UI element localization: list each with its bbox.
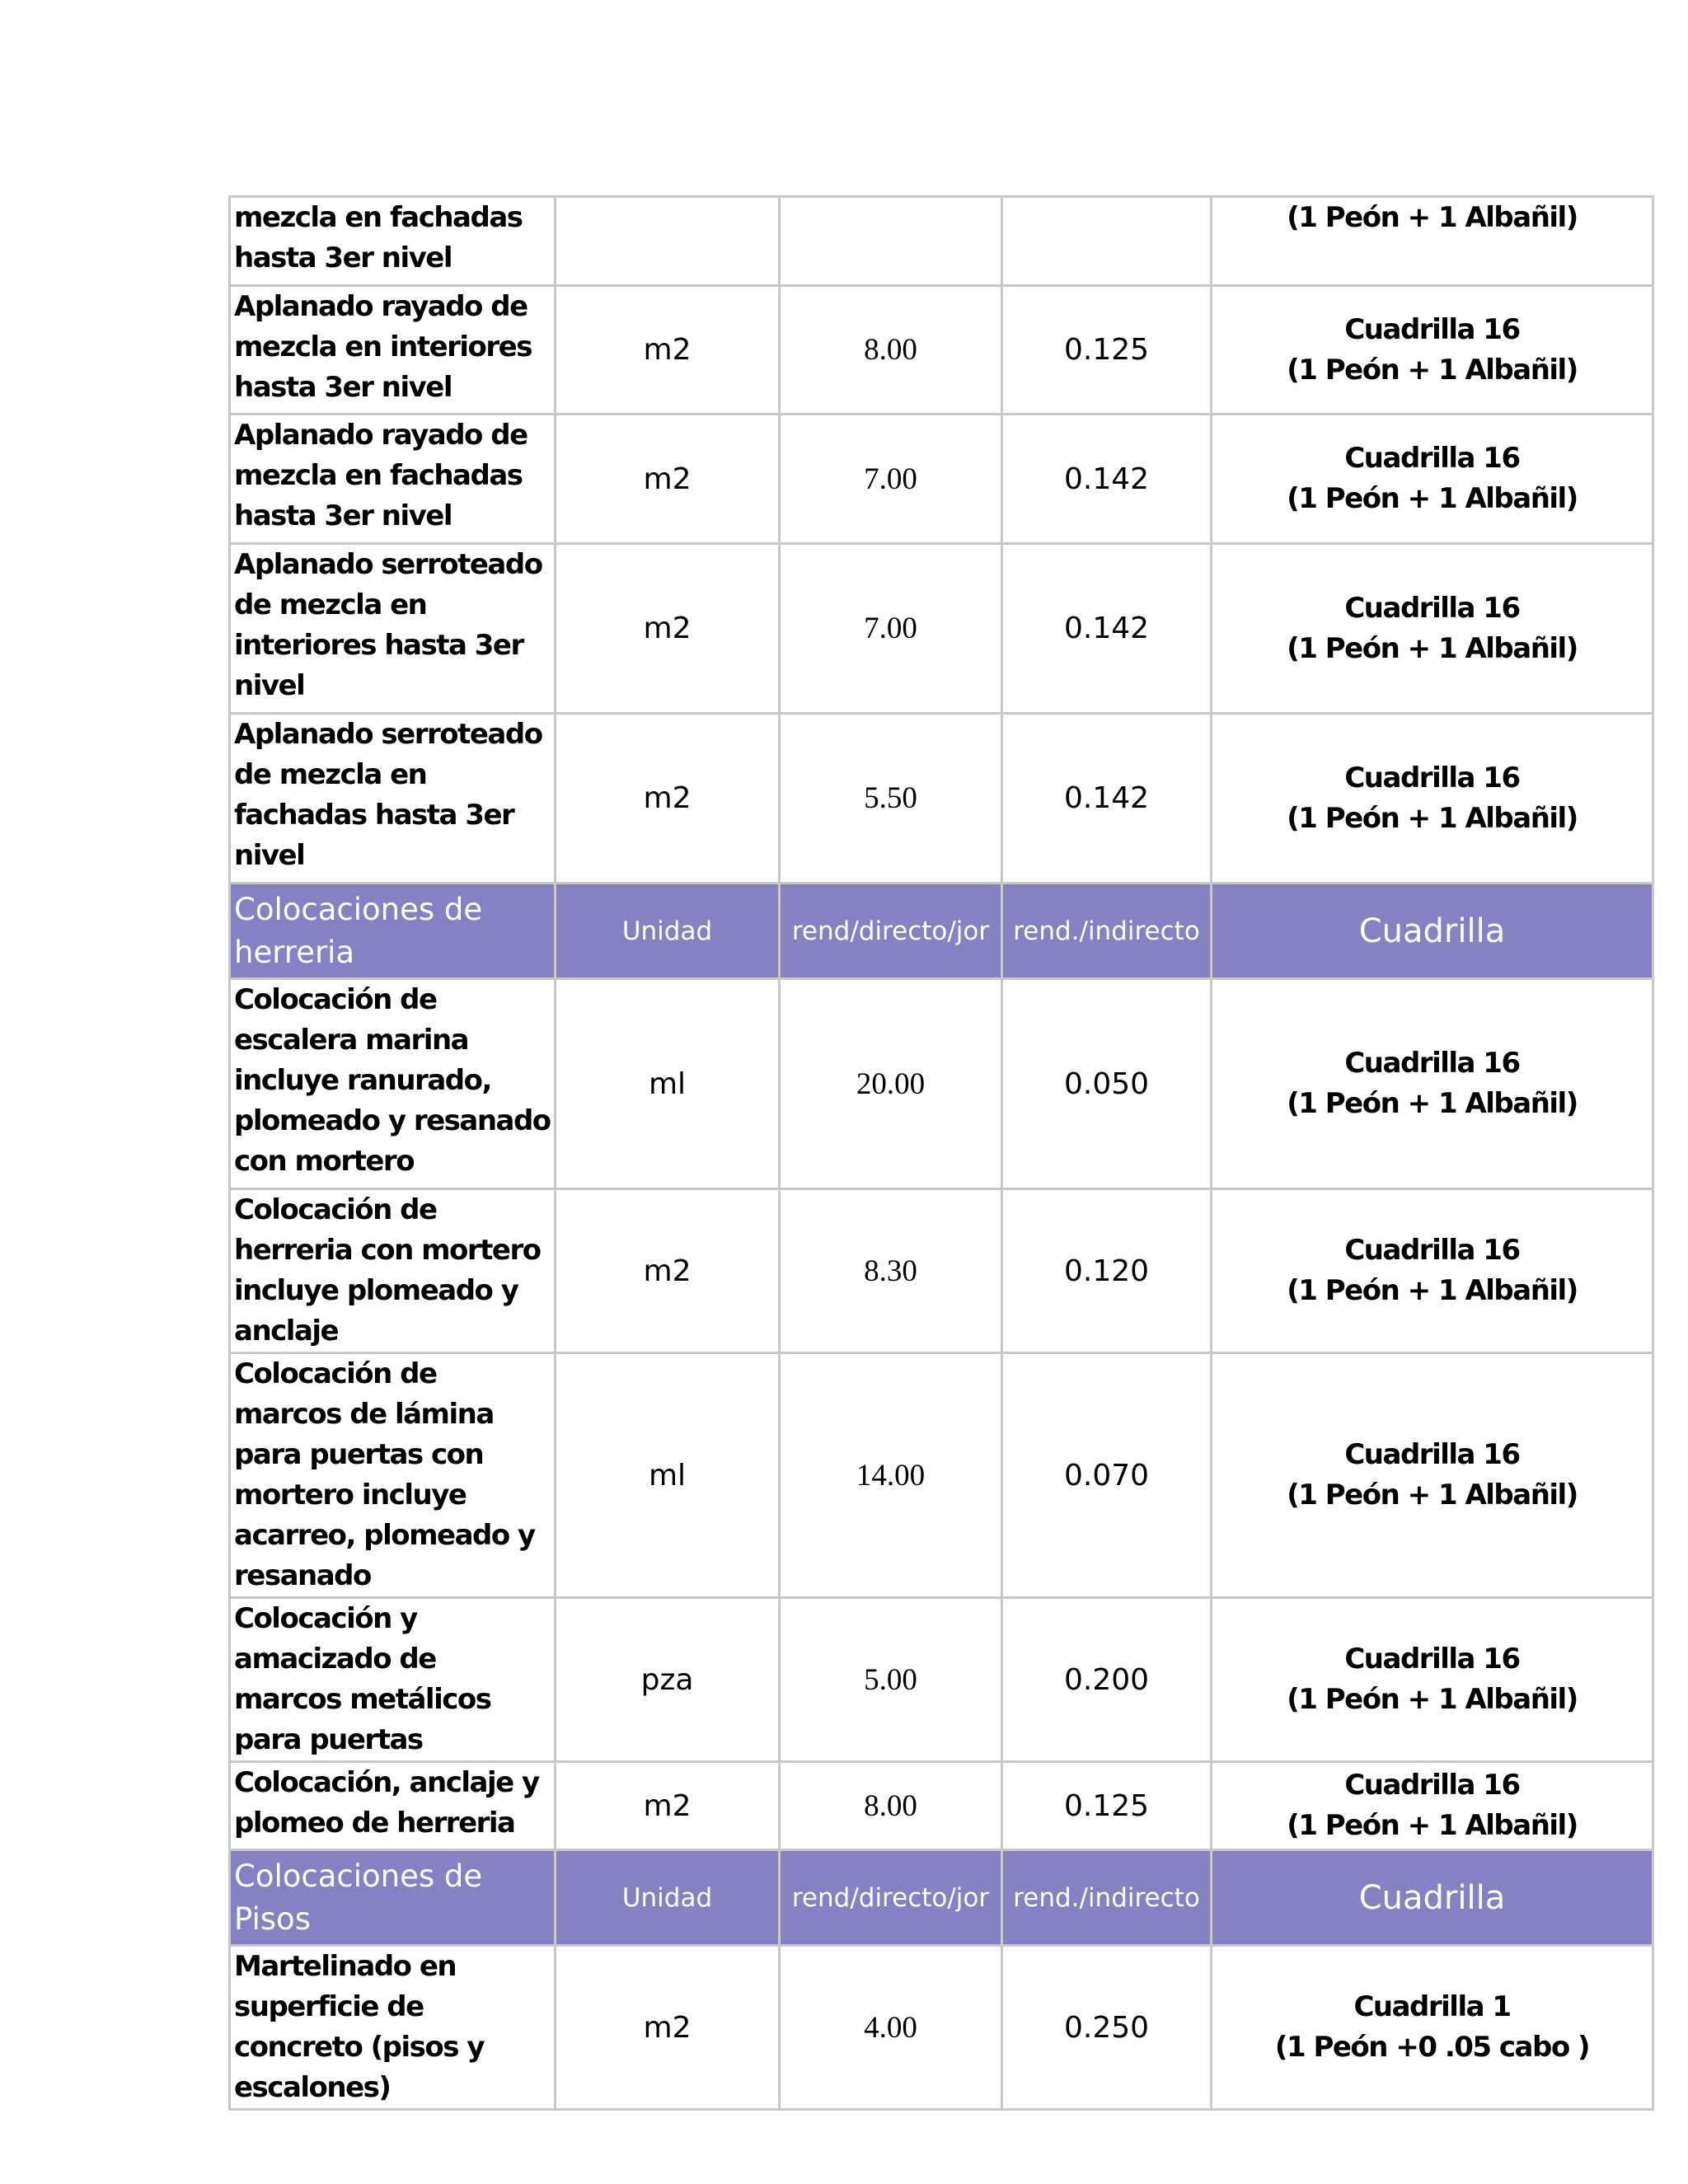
header-crew: Cuadrilla xyxy=(1212,883,1653,979)
direct-yield-cell: 8.30 xyxy=(780,1189,1002,1353)
header-unit: Unidad xyxy=(556,1850,780,1946)
crew-cell xyxy=(1212,1598,1653,1762)
description-cell: Martelinado en superficie de concreto (pisos y escalones) xyxy=(230,1946,556,2110)
unit-cell: m2 xyxy=(556,1762,780,1850)
description-cell: Aplanado serroteado de mezcla en fachadas hasta 3er nivel xyxy=(230,714,556,883)
description-cell: Colocación y amacizado de marcos metálicos para puertas xyxy=(230,1598,556,1762)
unit-cell: ml xyxy=(556,1353,780,1598)
crew-cell xyxy=(1212,1762,1653,1850)
direct-yield-cell: 5.00 xyxy=(780,1598,1002,1762)
crew-cell xyxy=(1212,544,1653,714)
table-row xyxy=(230,1598,1653,1762)
crew-detail: (1 Peón + 1 Albañil) xyxy=(1287,631,1578,665)
crew-detail: (1 Peón + 1 Albañil) xyxy=(1287,201,1578,234)
indirect-yield-cell: 0.070 xyxy=(1002,1353,1212,1598)
crew-cell xyxy=(1212,1189,1653,1353)
direct-yield-cell: 20.00 xyxy=(780,979,1002,1189)
header-crew: Cuadrilla xyxy=(1212,1850,1653,1946)
description-cell: Colocación de marcos de lámina para puertas con mortero incluye acarreo, plomeado y resanado xyxy=(230,1353,556,1598)
crew-cell xyxy=(1212,979,1653,1189)
crew-name: Cuadrilla 16 xyxy=(1344,312,1520,346)
description-cell: Colocación de herreria con mortero incluye plomeado y anclaje xyxy=(230,1189,556,1353)
unit-cell: pza xyxy=(556,1598,780,1762)
header-unit: Unidad xyxy=(556,883,780,979)
table-row xyxy=(230,197,1653,286)
header-indirect-yield: rend./indirecto xyxy=(1002,1850,1212,1946)
crew-detail: (1 Peón + 1 Albañil) xyxy=(1287,353,1578,387)
unit-cell: ml xyxy=(556,979,780,1189)
section-title: Colocaciones de herreria xyxy=(230,883,556,979)
direct-yield-cell xyxy=(780,197,1002,286)
crew-name: Cuadrilla 16 xyxy=(1344,442,1520,475)
table-row xyxy=(230,979,1653,1189)
table-row xyxy=(230,1762,1653,1850)
direct-yield-cell: 14.00 xyxy=(780,1353,1002,1598)
description-cell: Colocación de escalera marina incluye ranurado, plomeado y resanado con mortero xyxy=(230,979,556,1189)
crew-name: Cuadrilla 16 xyxy=(1344,1234,1520,1267)
crew-name: Cuadrilla 16 xyxy=(1344,1047,1520,1080)
crew-detail: (1 Peón + 1 Albañil) xyxy=(1287,1809,1578,1842)
crew-name: Cuadrilla 16 xyxy=(1344,1643,1520,1675)
direct-yield-cell: 8.00 xyxy=(780,1762,1002,1850)
indirect-yield-cell: 0.142 xyxy=(1002,544,1212,714)
unit-cell: m2 xyxy=(556,1946,780,2110)
crew-detail: (1 Peón + 1 Albañil) xyxy=(1287,801,1578,835)
direct-yield-cell: 8.00 xyxy=(780,286,1002,415)
yield-table xyxy=(228,195,1654,2111)
indirect-yield-cell: 0.142 xyxy=(1002,415,1212,544)
indirect-yield-cell: 0.125 xyxy=(1002,286,1212,415)
description-cell: Aplanado rayado de mezcla en interiores hasta 3er nivel xyxy=(230,286,556,415)
indirect-yield-cell: 0.142 xyxy=(1002,714,1212,883)
indirect-yield-cell: 0.250 xyxy=(1002,1946,1212,2110)
unit-cell: m2 xyxy=(556,714,780,883)
direct-yield-cell: 4.00 xyxy=(780,1946,1002,2110)
header-direct-yield: rend/directo/jor xyxy=(780,883,1002,979)
crew-cell xyxy=(1212,415,1653,544)
crew-detail: (1 Peón +0 .05 cabo ) xyxy=(1274,2031,1590,2064)
description-cell: Aplanado serroteado de mezcla en interiores hasta 3er nivel xyxy=(230,544,556,714)
direct-yield-cell: 7.00 xyxy=(780,544,1002,714)
crew-name: Cuadrilla 16 xyxy=(1344,1769,1520,1802)
crew-cell xyxy=(1212,286,1653,415)
section-title: Colocaciones de Pisos xyxy=(230,1850,556,1946)
table-row xyxy=(230,1189,1653,1353)
section-header-row xyxy=(230,1850,1653,1946)
crew-cell xyxy=(1212,1946,1653,2110)
crew-name: Cuadrilla 16 xyxy=(1344,1438,1520,1471)
description-cell: mezcla en fachadas hasta 3er nivel xyxy=(230,197,556,286)
crew-cell xyxy=(1212,197,1653,286)
table-row xyxy=(230,415,1653,544)
crew-detail: (1 Peón + 1 Albañil) xyxy=(1287,1274,1578,1307)
description-cell: Colocación, anclaje y plomeo de herreria xyxy=(230,1762,556,1850)
crew-detail: (1 Peón + 1 Albañil) xyxy=(1287,1087,1578,1120)
unit-cell: m2 xyxy=(556,286,780,415)
crew-name: Cuadrilla 1 xyxy=(1353,1990,1511,2023)
unit-cell: m2 xyxy=(556,1189,780,1353)
header-direct-yield: rend/directo/jor xyxy=(780,1850,1002,1946)
crew-detail: (1 Peón + 1 Albañil) xyxy=(1287,1683,1578,1716)
table-row xyxy=(230,1353,1653,1598)
description-cell: Aplanado rayado de mezcla en fachadas hasta 3er nivel xyxy=(230,415,556,544)
unit-cell: m2 xyxy=(556,415,780,544)
table-row xyxy=(230,286,1653,415)
table-row xyxy=(230,714,1653,883)
indirect-yield-cell: 0.120 xyxy=(1002,1189,1212,1353)
crew-detail: (1 Peón + 1 Albañil) xyxy=(1287,482,1578,515)
direct-yield-cell: 7.00 xyxy=(780,415,1002,544)
indirect-yield-cell: 0.125 xyxy=(1002,1762,1212,1850)
table-row xyxy=(230,544,1653,714)
crew-name: Cuadrilla 16 xyxy=(1344,591,1520,625)
indirect-yield-cell xyxy=(1002,197,1212,286)
indirect-yield-cell: 0.050 xyxy=(1002,979,1212,1189)
unit-cell: m2 xyxy=(556,544,780,714)
indirect-yield-cell: 0.200 xyxy=(1002,1598,1212,1762)
section-header-row xyxy=(230,883,1653,979)
unit-cell xyxy=(556,197,780,286)
direct-yield-cell: 5.50 xyxy=(780,714,1002,883)
crew-detail: (1 Peón + 1 Albañil) xyxy=(1287,1479,1578,1511)
crew-cell xyxy=(1212,1353,1653,1598)
header-indirect-yield: rend./indirecto xyxy=(1002,883,1212,979)
crew-name: Cuadrilla 16 xyxy=(1344,761,1520,794)
crew-cell xyxy=(1212,714,1653,883)
table-row xyxy=(230,1946,1653,2110)
